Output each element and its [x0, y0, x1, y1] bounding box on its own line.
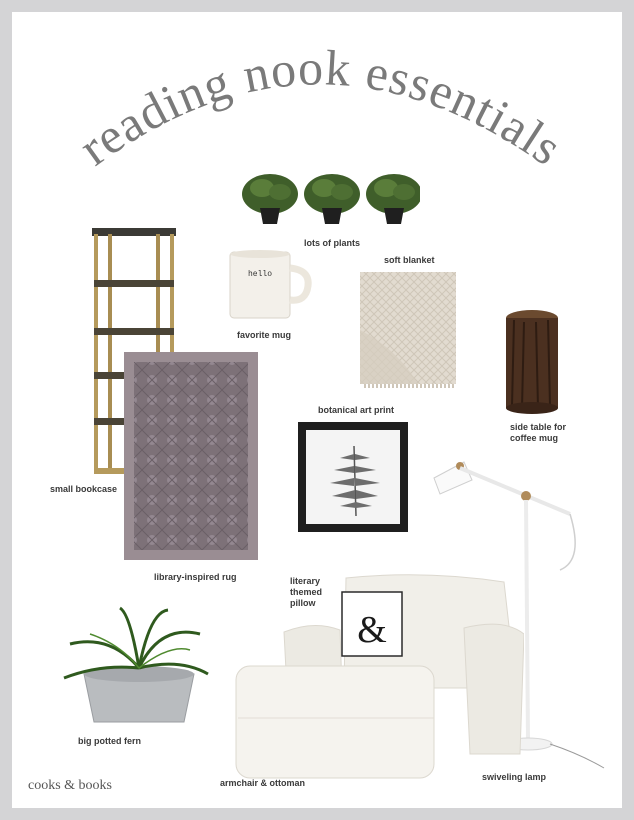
- mug-text: hello: [247, 270, 273, 279]
- plants-image: [240, 172, 420, 232]
- moodboard-sheet: [12, 12, 622, 808]
- armchair-image: [224, 568, 524, 784]
- fern-image: [50, 604, 210, 734]
- art-print-image: [296, 420, 412, 536]
- label-bookcase: small bookcase: [50, 484, 118, 494]
- plant-3: [366, 174, 420, 224]
- page-title: reading nook essentials: [68, 39, 573, 177]
- label-fern: big potted fern: [78, 736, 141, 746]
- label-pillow: literary themed pillow: [290, 576, 323, 608]
- plant-1: [242, 174, 298, 224]
- blanket-image: [358, 270, 462, 394]
- side-table-image: [502, 308, 564, 418]
- label-rug: library-inspired rug: [154, 572, 237, 582]
- label-side-table: side table for coffee mug: [510, 422, 567, 443]
- label-mug: favorite mug: [237, 330, 292, 340]
- label-armchair: armchair & ottoman: [220, 778, 306, 788]
- plant-2: [304, 174, 360, 224]
- label-art: botanical art print: [318, 405, 395, 415]
- label-plants: lots of plants: [304, 238, 360, 248]
- footer-brand: cooks & books: [28, 778, 112, 793]
- pillow-ampersand: &: [357, 609, 387, 651]
- mug-image: [226, 246, 316, 326]
- label-blanket: soft blanket: [384, 255, 435, 265]
- label-lamp: swiveling lamp: [482, 772, 547, 782]
- rug-image: [122, 350, 262, 564]
